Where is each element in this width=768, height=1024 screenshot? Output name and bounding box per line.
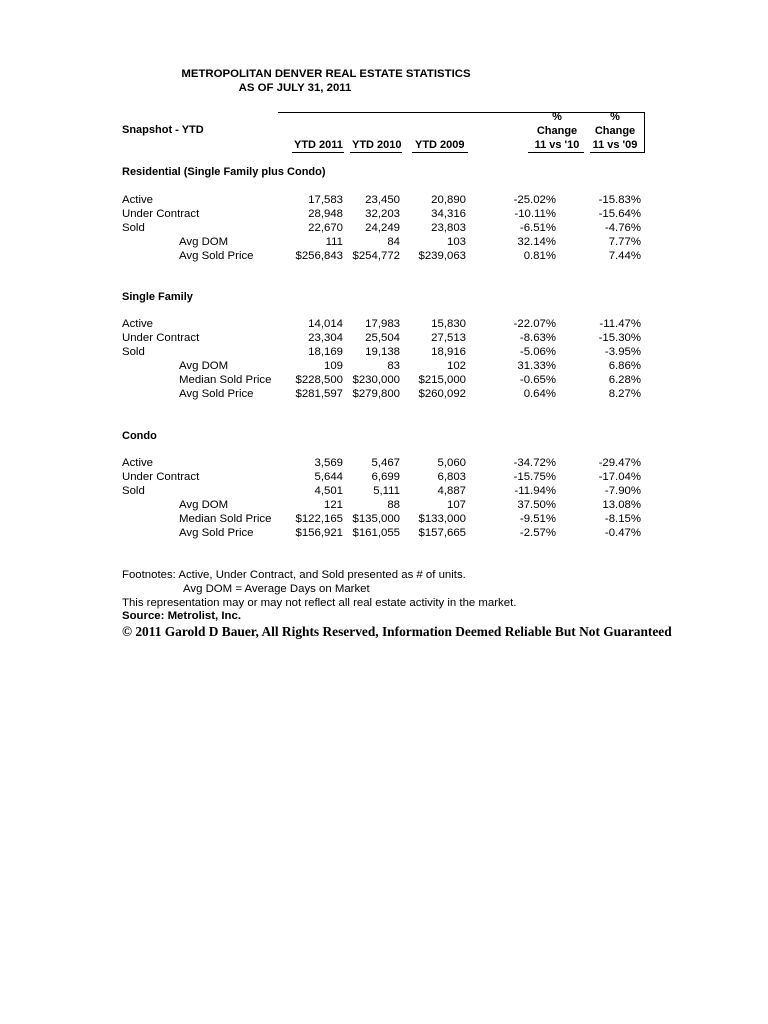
cell-ytd2009: 102 bbox=[446, 359, 466, 372]
cell-pct-change-09: -7.90% bbox=[604, 484, 641, 497]
cell-ytd2009: 20,890 bbox=[431, 194, 466, 206]
cell-ytd2011: $256,843 bbox=[295, 249, 343, 262]
cell-pct-change-09: -17.04% bbox=[598, 470, 641, 483]
header-underline-2011 bbox=[292, 152, 344, 153]
cell-ytd2010: 5,467 bbox=[371, 457, 400, 469]
cell-pct-change-09: 6.28% bbox=[608, 373, 641, 386]
cell-ytd2010: 25,504 bbox=[365, 331, 400, 344]
row-label: Avg Sold Price bbox=[179, 526, 254, 539]
cell-ytd2010: 84 bbox=[387, 235, 400, 248]
cell-ytd2011: 4,501 bbox=[314, 484, 343, 497]
table-row bbox=[0, 222, 768, 236]
cell-ytd2011: 17,583 bbox=[308, 194, 343, 206]
cell-ytd2010: 6,699 bbox=[371, 470, 400, 483]
cell-ytd2009: 27,513 bbox=[431, 331, 466, 344]
cell-ytd2010: $230,000 bbox=[352, 373, 400, 386]
cell-pct-change-09: -11.47% bbox=[599, 318, 641, 330]
cell-ytd2009: 107 bbox=[446, 498, 466, 511]
table-row bbox=[0, 194, 768, 208]
cell-pct-change-10: -15.75% bbox=[513, 470, 556, 483]
cell-ytd2009: 5,060 bbox=[437, 457, 466, 469]
table-row bbox=[0, 457, 768, 471]
cell-ytd2011: 109 bbox=[323, 359, 343, 372]
cell-pct-change-10: -34.72% bbox=[513, 457, 556, 469]
row-label: Sold bbox=[122, 221, 145, 234]
header-underline-pct10 bbox=[528, 152, 584, 153]
section-title-single-family: Single Family bbox=[122, 291, 193, 303]
cell-ytd2011: $281,597 bbox=[295, 387, 343, 400]
row-label: Avg Sold Price bbox=[179, 249, 254, 262]
table-row bbox=[0, 374, 768, 388]
cell-pct-change-09: -15.64% bbox=[598, 207, 641, 220]
copyright-notice: © 2011 Garold D Bauer, All Rights Reserved, Information Deemed Reliable But Not Guaranteed bbox=[122, 624, 672, 639]
cell-ytd2009: 34,316 bbox=[431, 207, 466, 220]
cell-pct-change-09: 8.27% bbox=[608, 387, 641, 400]
cell-pct-change-10: -0.65% bbox=[519, 373, 556, 386]
cell-ytd2009: $239,063 bbox=[418, 249, 466, 262]
header-underline-2009 bbox=[412, 152, 468, 153]
cell-ytd2011: 18,169 bbox=[308, 345, 343, 358]
cell-pct-change-10: -10.11% bbox=[514, 207, 556, 220]
col-header-ytd2009: YTD 2009 bbox=[415, 139, 465, 151]
table-row bbox=[0, 360, 768, 374]
cell-ytd2009: 4,887 bbox=[437, 484, 466, 497]
cell-pct-change-10: 0.64% bbox=[523, 387, 556, 400]
footnote-disclaimer: This representation may or may not reflect all real estate activity in the market. bbox=[122, 597, 517, 609]
cell-ytd2011: 5,644 bbox=[314, 470, 343, 483]
cell-ytd2010: $254,772 bbox=[352, 249, 400, 262]
cell-pct-change-10: 32.14% bbox=[517, 235, 556, 248]
cell-pct-change-09: -0.47% bbox=[604, 526, 641, 539]
cell-ytd2010: 83 bbox=[387, 359, 400, 372]
cell-ytd2009: 103 bbox=[446, 235, 466, 248]
table-row bbox=[0, 346, 768, 360]
section-title-condo: Condo bbox=[122, 430, 157, 442]
cell-ytd2011: 28,948 bbox=[308, 207, 343, 220]
cell-pct-change-10: 31.33% bbox=[517, 359, 556, 372]
cell-ytd2010: $279,800 bbox=[352, 387, 400, 400]
col-header-ytd2010: YTD 2010 bbox=[352, 139, 402, 151]
row-label: Avg DOM bbox=[179, 498, 229, 511]
cell-pct-change-10: -6.51% bbox=[519, 221, 556, 234]
cell-ytd2009: $157,665 bbox=[418, 526, 466, 539]
cell-ytd2010: 24,249 bbox=[365, 221, 400, 234]
cell-pct-change-10: -25.02% bbox=[513, 194, 556, 206]
cell-ytd2009: $215,000 bbox=[418, 373, 466, 386]
cell-pct-change-09: 6.86% bbox=[608, 359, 641, 372]
cell-pct-change-09: -4.76% bbox=[604, 221, 641, 234]
table-row bbox=[0, 388, 768, 402]
col-header-pct09-line1: % bbox=[610, 111, 620, 123]
cell-ytd2009: $260,092 bbox=[418, 387, 466, 400]
row-label: Median Sold Price bbox=[179, 373, 272, 386]
cell-pct-change-09: -8.15% bbox=[604, 512, 641, 525]
cell-ytd2009: 15,830 bbox=[431, 318, 466, 330]
col-header-pct09-line2: Change bbox=[594, 125, 636, 137]
col-header-pct10-line1: % bbox=[552, 111, 562, 123]
cell-ytd2011: 121 bbox=[323, 498, 343, 511]
cell-ytd2010: 23,450 bbox=[365, 194, 400, 206]
row-label: Avg DOM bbox=[179, 359, 229, 372]
row-label: Sold bbox=[122, 345, 145, 358]
cell-ytd2010: 88 bbox=[387, 498, 400, 511]
footnote-source: Source: Metrolist, Inc. bbox=[122, 610, 241, 622]
col-header-pct09-line3: 11 vs '09 bbox=[592, 139, 638, 151]
cell-pct-change-10: -8.63% bbox=[519, 331, 556, 344]
table-row bbox=[0, 527, 768, 541]
cell-ytd2010: $135,000 bbox=[352, 512, 400, 525]
row-label: Under Contract bbox=[122, 470, 200, 483]
cell-ytd2011: 3,569 bbox=[314, 457, 343, 469]
cell-pct-change-09: -3.95% bbox=[604, 345, 641, 358]
row-label: Active bbox=[122, 318, 154, 330]
table-row bbox=[0, 499, 768, 513]
header-underline-pct09 bbox=[590, 152, 644, 153]
report-date: AS OF JULY 31, 2011 bbox=[238, 82, 352, 94]
cell-pct-change-09: 7.77% bbox=[608, 235, 641, 248]
cell-pct-change-10: 0.81% bbox=[523, 249, 556, 262]
col-header-pct10-line3: 11 vs '10 bbox=[534, 139, 580, 151]
cell-ytd2011: $228,500 bbox=[295, 373, 343, 386]
cell-pct-change-10: -5.06% bbox=[519, 345, 556, 358]
cell-ytd2011: 14,014 bbox=[308, 318, 343, 330]
cell-ytd2009: 18,916 bbox=[431, 345, 466, 358]
cell-ytd2009: 6,803 bbox=[437, 470, 466, 483]
row-label: Active bbox=[122, 194, 154, 206]
snapshot-label: Snapshot - YTD bbox=[122, 124, 204, 136]
table-row bbox=[0, 485, 768, 499]
cell-pct-change-10: -2.57% bbox=[519, 526, 556, 539]
table-row bbox=[0, 318, 768, 332]
cell-ytd2010: 19,138 bbox=[365, 345, 400, 358]
col-header-ytd2011: YTD 2011 bbox=[294, 139, 343, 151]
cell-ytd2011: 111 bbox=[325, 235, 343, 248]
cell-pct-change-09: -15.83% bbox=[598, 194, 641, 206]
table-row bbox=[0, 250, 768, 264]
cell-pct-change-10: -9.51% bbox=[519, 512, 556, 525]
cell-ytd2010: $161,055 bbox=[352, 526, 400, 539]
cell-ytd2011: $122,165 bbox=[295, 512, 343, 525]
table-row bbox=[0, 236, 768, 250]
cell-ytd2010: 5,111 bbox=[373, 484, 400, 497]
cell-pct-change-09: 13.08% bbox=[602, 498, 641, 511]
cell-ytd2011: 22,670 bbox=[308, 221, 343, 234]
table-row bbox=[0, 513, 768, 527]
row-label: Under Contract bbox=[122, 207, 200, 220]
cell-pct-change-10: -22.07% bbox=[513, 318, 556, 330]
col-header-pct10-line2: Change bbox=[536, 125, 578, 137]
cell-pct-change-10: 37.50% bbox=[517, 498, 556, 511]
table-row bbox=[0, 208, 768, 222]
cell-ytd2011: $156,921 bbox=[295, 526, 343, 539]
row-label: Median Sold Price bbox=[179, 512, 272, 525]
row-label: Active bbox=[122, 457, 154, 469]
row-label: Avg DOM bbox=[179, 235, 229, 248]
cell-pct-change-09: 7.44% bbox=[608, 249, 641, 262]
cell-ytd2010: 17,983 bbox=[365, 318, 400, 330]
row-label: Sold bbox=[122, 484, 145, 497]
report-title: METROPOLITAN DENVER REAL ESTATE STATISTICS bbox=[181, 68, 471, 80]
cell-pct-change-10: -11.94% bbox=[514, 484, 556, 497]
header-underline-2010 bbox=[350, 152, 402, 153]
footnote-units: Footnotes: Active, Under Contract, and Sold presented as # of units. bbox=[122, 569, 466, 581]
table-row bbox=[0, 332, 768, 346]
cell-ytd2011: 23,304 bbox=[308, 331, 343, 344]
cell-pct-change-09: -29.47% bbox=[598, 457, 641, 469]
table-row bbox=[0, 471, 768, 485]
cell-ytd2009: 23,803 bbox=[431, 221, 466, 234]
section-title-residential: Residential (Single Family plus Condo) bbox=[122, 166, 326, 178]
cell-ytd2010: 32,203 bbox=[365, 207, 400, 220]
footnote-dom: Avg DOM = Average Days on Market bbox=[183, 583, 370, 595]
row-label: Avg Sold Price bbox=[179, 387, 254, 400]
row-label: Under Contract bbox=[122, 331, 200, 344]
cell-pct-change-09: -15.30% bbox=[598, 331, 641, 344]
cell-ytd2009: $133,000 bbox=[418, 512, 466, 525]
